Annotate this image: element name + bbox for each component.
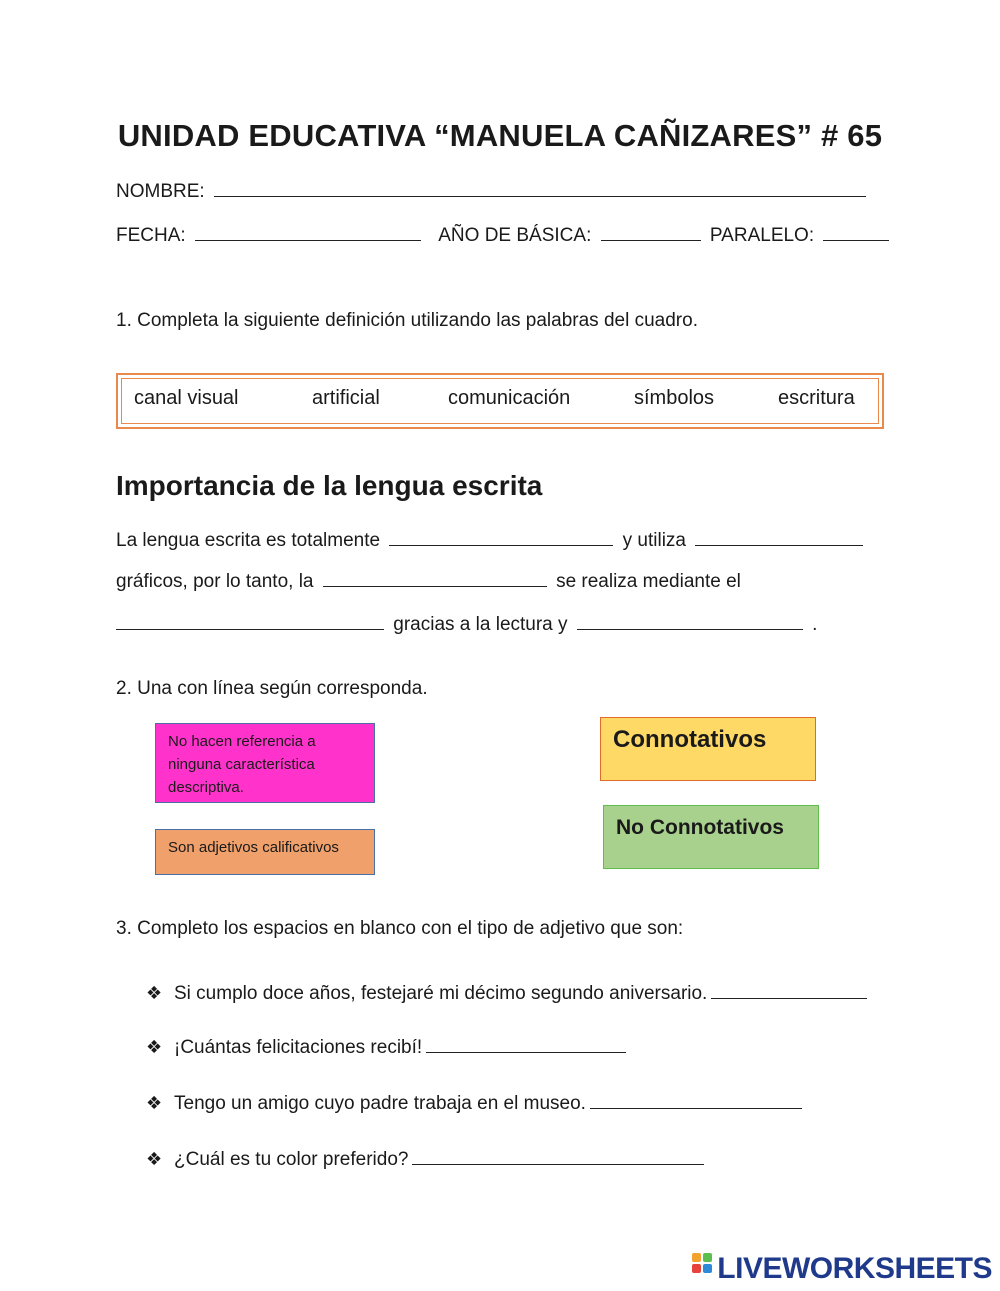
paragraph-text: gráficos, por lo tanto, la xyxy=(116,571,314,592)
nombre-blank[interactable] xyxy=(214,178,866,197)
q3-blank-1[interactable] xyxy=(711,980,867,999)
paragraph-line-2 xyxy=(116,568,741,593)
q3-item xyxy=(146,1146,708,1171)
q3-item xyxy=(146,980,871,1005)
paragraph-text: gracias a la lectura y xyxy=(393,614,568,635)
fill-blank-3[interactable] xyxy=(323,568,547,587)
q2-instruction: 2. Una con línea según corresponda. xyxy=(116,678,428,699)
nombre-label: NOMBRE: xyxy=(116,181,205,202)
fecha-row xyxy=(116,222,893,247)
word-bank-item: canal visual xyxy=(134,387,239,409)
page-title: UNIDAD EDUCATIVA “MANUELA CAÑIZARES” # 65 xyxy=(117,118,883,153)
paragraph-text: y utiliza xyxy=(622,530,686,551)
fecha-blank[interactable] xyxy=(195,222,421,241)
section-heading: Importancia de la lengua escrita xyxy=(116,470,543,501)
q3-item-text: ¡Cuántas felicitaciones recibí! xyxy=(174,1037,423,1058)
q3-blank-4[interactable] xyxy=(412,1146,704,1165)
match-left-card-1[interactable]: No hacen referencia a ninguna característica descriptiva. xyxy=(155,723,375,803)
nombre-row xyxy=(116,178,870,203)
q3-item xyxy=(146,1090,806,1115)
q3-item-text: ¿Cuál es tu color preferido? xyxy=(174,1149,409,1170)
match-right-card-no-connotativos[interactable]: No Connotativos xyxy=(603,805,819,869)
fill-blank-2[interactable] xyxy=(695,527,863,546)
paralelo-label: PARALELO: xyxy=(709,225,815,246)
match-left-card-2[interactable]: Son adjetivos calificativos xyxy=(155,829,375,875)
liveworksheets-logo-icon xyxy=(692,1253,714,1281)
match-right-card-connotativos[interactable]: Connotativos xyxy=(600,717,816,781)
q3-instruction: 3. Completo los espacios en blanco con el tipo de adjetivo que son: xyxy=(116,918,684,939)
q3-item-text: Si cumplo doce años, festejaré mi décimo segundo aniversario. xyxy=(174,983,708,1004)
diamond-bullet-icon: ❖ xyxy=(146,1093,163,1113)
q3-blank-3[interactable] xyxy=(590,1090,802,1109)
diamond-bullet-icon: ❖ xyxy=(146,983,163,1003)
fill-blank-5[interactable] xyxy=(577,611,803,630)
q3-item xyxy=(146,1034,630,1059)
diamond-bullet-icon: ❖ xyxy=(146,1037,163,1057)
paragraph-text: . xyxy=(812,614,818,635)
fill-blank-1[interactable] xyxy=(389,527,613,546)
word-bank-item: escritura xyxy=(778,387,855,409)
q3-blank-2[interactable] xyxy=(426,1034,626,1053)
ano-blank[interactable] xyxy=(601,222,701,241)
fecha-label: FECHA: xyxy=(116,225,186,246)
logo-text: LIVEWORKSHEETS xyxy=(717,1252,992,1285)
liveworksheets-logo xyxy=(692,1252,992,1286)
paralelo-blank[interactable] xyxy=(823,222,889,241)
ano-label: AÑO DE BÁSICA: xyxy=(438,225,592,246)
diamond-bullet-icon: ❖ xyxy=(146,1149,163,1169)
word-bank-item: símbolos xyxy=(634,387,715,409)
word-bank-item: artificial xyxy=(312,387,380,409)
word-bank-item: comunicación xyxy=(448,387,571,409)
paragraph-line-3 xyxy=(116,611,817,636)
q3-item-text: Tengo un amigo cuyo padre trabaja en el museo. xyxy=(174,1093,586,1114)
paragraph-text: se realiza mediante el xyxy=(556,571,741,592)
fill-blank-4[interactable] xyxy=(116,611,384,630)
paragraph-line-1 xyxy=(116,527,867,552)
paragraph-text: La lengua escrita es totalmente xyxy=(116,530,381,551)
q1-instruction: 1. Completa la siguiente definición utilizando las palabras del cuadro. xyxy=(116,310,698,331)
